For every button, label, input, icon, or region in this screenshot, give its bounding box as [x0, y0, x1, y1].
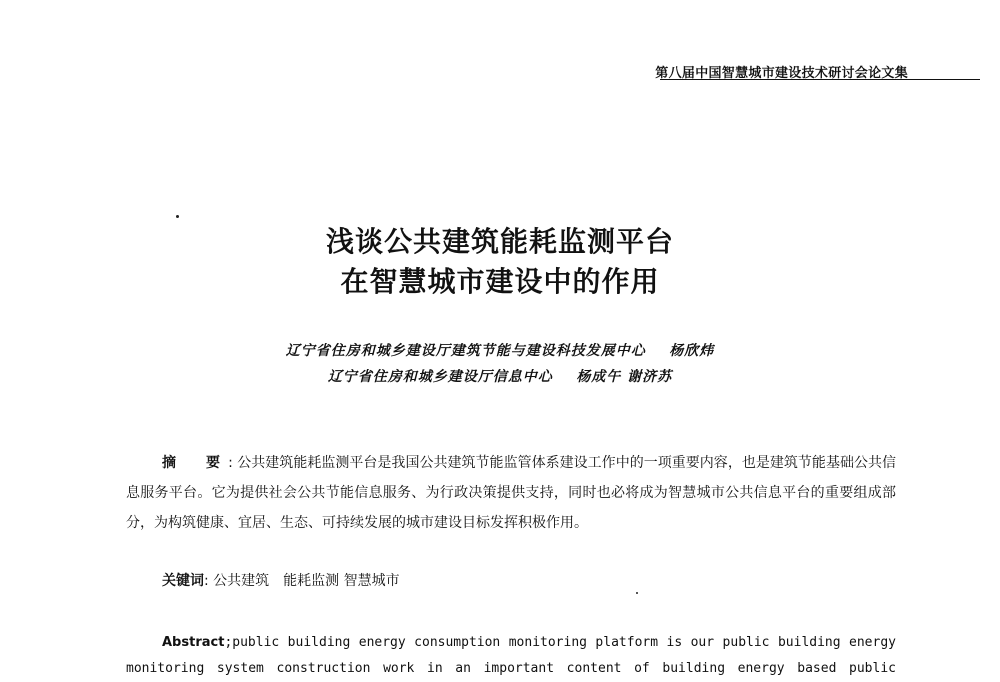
- running-header: 第八届中国智慧城市建设技术研讨会论文集: [655, 66, 908, 81]
- affiliation-org: 辽宁省住房和城乡建设厅建筑节能与建设科技发展中心: [285, 343, 646, 359]
- affiliation-org: 辽宁省住房和城乡建设厅信息中心: [327, 369, 553, 385]
- keywords-label: 关键词: [162, 573, 204, 589]
- affiliation-line-2: [0, 366, 1000, 386]
- scan-speck: [176, 215, 179, 218]
- affiliation-line-1: [0, 340, 1000, 360]
- scan-speck: [636, 592, 638, 594]
- paper-title-line-2: 在智慧城市建设中的作用: [340, 265, 660, 298]
- abstract-en-text: public building energy consumption monitoring platform is our public building energy monitoring system construction work in an important content of building energy based public: [126, 635, 896, 676]
- abstract-zh-text: 公共建筑能耗监测平台是我国公共建筑节能监管体系建设工作中的一项重要内容，也是建筑节能基础公共信息服务平台。它为提供社会公共节能信息服务、为行政决策提供支持，同时也必将成为智慧城市公共信息平台的重要组成部分，为构筑健康、宜居、生态、可持续发展的城市建设目标发挥积极作用。: [126, 455, 897, 531]
- affiliation-authors: 杨成午 谢济苏: [576, 369, 673, 385]
- abstract-en-label: Abstract: [162, 635, 225, 650]
- abstract-zh-label: 摘 要: [162, 455, 229, 471]
- header-rule: [660, 79, 980, 80]
- affiliation-authors: 杨欣炜: [669, 343, 715, 359]
- keywords-text: 公共建筑 能耗监测 智慧城市: [213, 573, 400, 589]
- abstract-zh: 摘 要: 公共建筑能耗监测平台是我国公共建筑节能监管体系建设工作中的一项重要内容，也是建筑节能基础公共信息服务平台。它为提供社会公共节能信息服务、为行政决策提供支持，同时也必将成为智慧城市公共信息平台的重要组成部分，为构筑健康、宜居、生态、可持续发展的城市建设目标发挥积极作用。: [126, 455, 897, 531]
- abstract-en: Abstract;public building energy consumption monitoring platform is our public building energy monitoring system construction work in an important content of building energy based public: [126, 635, 896, 676]
- paper-title-line-1: 浅谈公共建筑能耗监测平台: [325, 225, 674, 258]
- keywords: 关键词: 公共建筑 能耗监测 智慧城市: [162, 573, 400, 589]
